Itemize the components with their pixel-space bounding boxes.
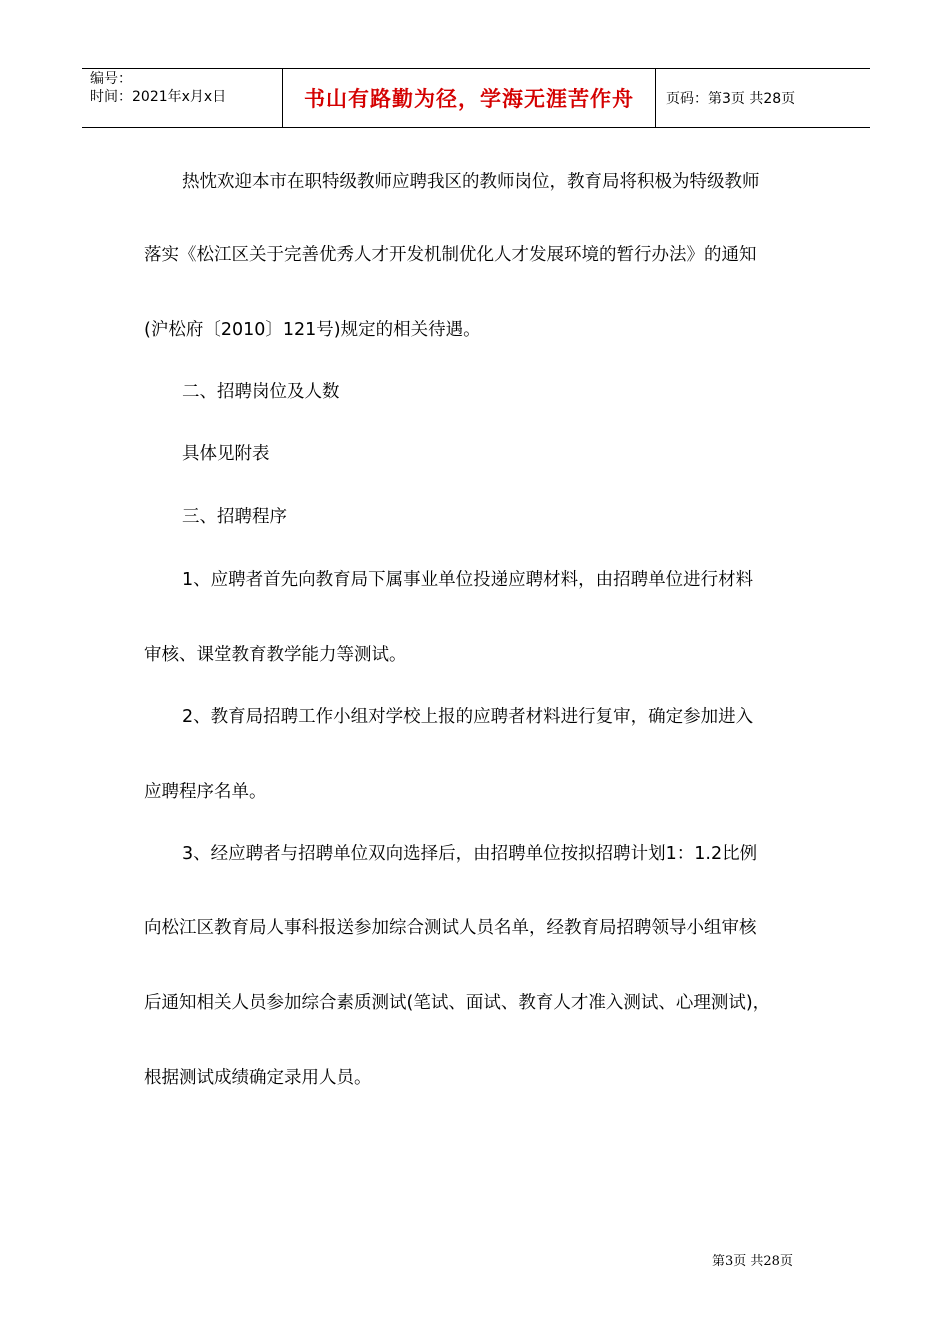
header-motto-cell xyxy=(282,69,656,127)
paragraph-line: 根据测试成绩确定录用人员。 xyxy=(144,1068,372,1088)
header-page-cell xyxy=(656,69,870,127)
paragraph-line: 审核、课堂教育教学能力等测试。 xyxy=(144,645,407,665)
header-meta xyxy=(82,69,282,127)
paragraph-line: 向松江区教育局人事科报送参加综合测试人员名单，经教育局招聘领导小组审核 xyxy=(144,918,757,938)
document-number: 编号： xyxy=(90,71,132,87)
paragraph-line: (沪松府〔2010〕121号)规定的相关待遇。 xyxy=(144,320,481,340)
header-motto: 书山有路勤为径，学海无涯苦作舟 xyxy=(304,86,634,111)
paragraph-line: 落实《松江区关于完善优秀人才开发机制优化人才发展环境的暂行办法》的通知 xyxy=(144,245,757,265)
paragraph-line: 具体见附表 xyxy=(182,444,270,464)
paragraph-line: 后通知相关人员参加综合素质测试(笔试、面试、教育人才准入测试、心理测试)， xyxy=(144,993,771,1013)
paragraph-line: 热忱欢迎本市在职特级教师应聘我区的教师岗位，教育局将积极为特级教师 xyxy=(182,172,760,192)
paragraph-line: 应聘程序名单。 xyxy=(144,782,267,802)
section-heading: 二、招聘岗位及人数 xyxy=(182,382,340,402)
paragraph-line: 1、应聘者首先向教育局下属事业单位投递应聘材料，由招聘单位进行材料 xyxy=(182,570,754,590)
page-header xyxy=(82,68,870,128)
section-heading: 三、招聘程序 xyxy=(182,507,287,527)
document-date: 时间：2021年x月x日 xyxy=(90,89,227,105)
page-footer: 第3页 共28页 xyxy=(712,1254,793,1269)
paragraph-line: 3、经应聘者与招聘单位双向选择后，由招聘单位按拟招聘计划1：1.2比例 xyxy=(182,844,758,864)
header-page-info: 页码：第3页 共28页 xyxy=(666,91,796,107)
paragraph-line: 2、教育局招聘工作小组对学校上报的应聘者材料进行复审，确定参加进入 xyxy=(182,707,754,727)
